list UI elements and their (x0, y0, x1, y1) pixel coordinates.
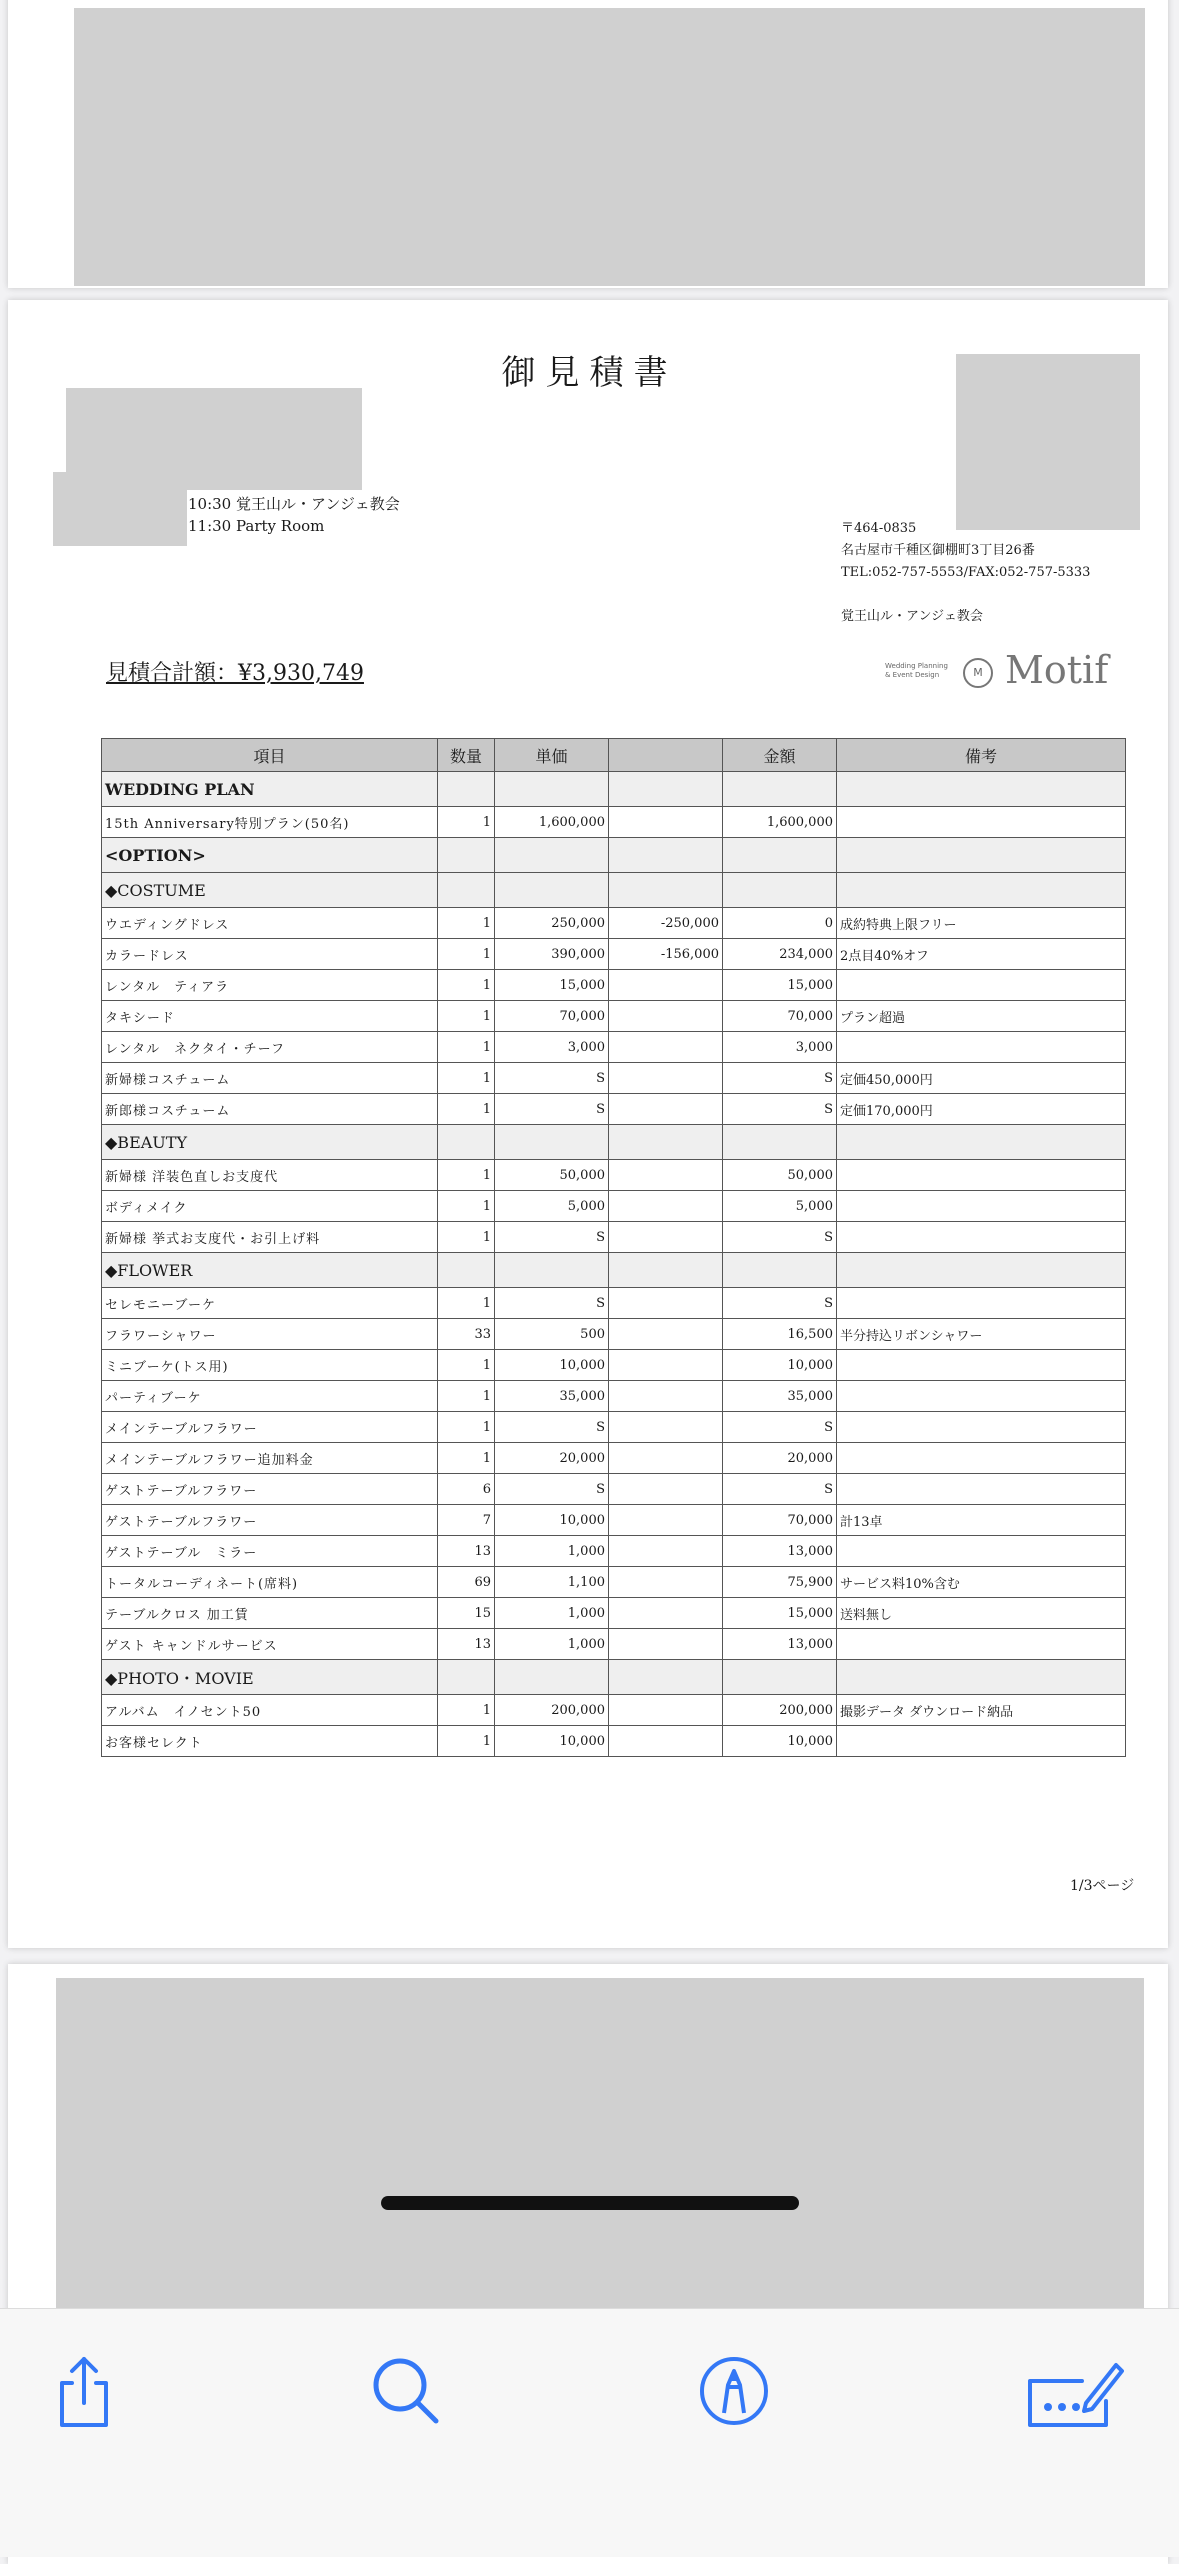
amount-cell: 10,000 (723, 1726, 837, 1757)
table-row (102, 1536, 1126, 1567)
table-row (102, 939, 1126, 970)
item-name-cell: ゲストテーブルフラワー (102, 1505, 438, 1536)
qty-cell: 1 (438, 939, 495, 970)
qty-cell: 1 (438, 1160, 495, 1191)
address-line: 名古屋市千種区御棚町3丁目26番 (841, 543, 1035, 558)
note-cell: 定価170,000円 (837, 1094, 1126, 1125)
amount-cell: 15,000 (723, 970, 837, 1001)
motif-logo (885, 650, 1120, 696)
amount-cell: 70,000 (723, 1001, 837, 1032)
amount-cell: 234,000 (723, 939, 837, 970)
address-line: 〒464-0835 (841, 521, 917, 536)
item-name-cell: セレモニーブーケ (102, 1288, 438, 1319)
item-name-cell: テーブルクロス 加工賃 (102, 1598, 438, 1629)
note-cell (837, 807, 1126, 838)
note-cell (837, 1032, 1126, 1063)
amount-cell: 1,600,000 (723, 807, 837, 838)
unit-price-cell: 3,000 (495, 1032, 609, 1063)
empty-cell (723, 772, 837, 807)
discount-cell (609, 1160, 723, 1191)
note-cell (837, 1381, 1126, 1412)
discount-cell (609, 1001, 723, 1032)
logo-wordmark: Motif (1005, 648, 1109, 692)
signature-icon (1024, 2351, 1124, 2431)
empty-cell (609, 1253, 723, 1288)
item-name-cell: アルバム イノセント50 (102, 1695, 438, 1726)
discount-cell (609, 1536, 723, 1567)
unit-price-cell: S (495, 1063, 609, 1094)
qty-cell: 1 (438, 1222, 495, 1253)
amount-cell: 35,000 (723, 1381, 837, 1412)
qty-cell: 1 (438, 1443, 495, 1474)
unit-price-cell: 1,000 (495, 1536, 609, 1567)
discount-cell (609, 1381, 723, 1412)
amount-cell: S (723, 1222, 837, 1253)
item-name-cell: ミニブーケ(トス用) (102, 1350, 438, 1381)
discount-cell (609, 1288, 723, 1319)
unit-price-cell: 20,000 (495, 1443, 609, 1474)
discount-cell: -250,000 (609, 908, 723, 939)
item-name-cell: 新婦様 挙式お支度代・お引上げ料 (102, 1222, 438, 1253)
unit-price-cell: 1,000 (495, 1598, 609, 1629)
amount-cell: 0 (723, 908, 837, 939)
note-cell: プラン超過 (837, 1001, 1126, 1032)
discount-cell: -156,000 (609, 939, 723, 970)
share-button[interactable] (44, 2351, 124, 2431)
note-cell (837, 1160, 1126, 1191)
amount-cell: 5,000 (723, 1191, 837, 1222)
table-row (102, 1505, 1126, 1536)
empty-cell (837, 772, 1126, 807)
empty-cell (495, 1660, 609, 1695)
note-cell (837, 1350, 1126, 1381)
note-cell (837, 1474, 1126, 1505)
empty-cell (495, 1253, 609, 1288)
table-row (102, 1191, 1126, 1222)
document-title: 御見積書 (501, 353, 678, 393)
empty-cell (609, 772, 723, 807)
unit-price-cell: 70,000 (495, 1001, 609, 1032)
table-row (102, 1474, 1126, 1505)
discount-cell (609, 1350, 723, 1381)
discount-cell (609, 1567, 723, 1598)
qty-cell: 15 (438, 1598, 495, 1629)
header-qty: 数量 (438, 739, 495, 772)
qty-cell: 33 (438, 1319, 495, 1350)
item-name-cell: メインテーブルフラワー (102, 1412, 438, 1443)
unit-price-cell: 10,000 (495, 1350, 609, 1381)
discount-cell (609, 1222, 723, 1253)
item-name-cell: ボディメイク (102, 1191, 438, 1222)
qty-cell: 7 (438, 1505, 495, 1536)
section-row (102, 873, 1126, 908)
note-cell (837, 1288, 1126, 1319)
discount-cell (609, 970, 723, 1001)
qty-cell: 1 (438, 1032, 495, 1063)
qty-cell: 13 (438, 1629, 495, 1660)
unit-price-cell: 50,000 (495, 1160, 609, 1191)
empty-cell (723, 873, 837, 908)
discount-cell (609, 1032, 723, 1063)
qty-cell: 1 (438, 1726, 495, 1757)
table-row (102, 1381, 1126, 1412)
header-unit-price: 単価 (495, 739, 609, 772)
address-line (841, 584, 1090, 606)
header-discount (609, 739, 723, 772)
section-label: <OPTION> (102, 838, 438, 873)
item-name-cell: カラードレス (102, 939, 438, 970)
discount-cell (609, 1412, 723, 1443)
amount-cell: S (723, 1474, 837, 1505)
empty-cell (438, 1253, 495, 1288)
item-name-cell: 新婦様コスチューム (102, 1063, 438, 1094)
home-indicator[interactable] (381, 2196, 799, 2210)
discount-cell (609, 1474, 723, 1505)
qty-cell: 6 (438, 1474, 495, 1505)
header-notes: 備考 (837, 739, 1126, 772)
unit-price-cell: S (495, 1412, 609, 1443)
address-line: TEL:052-757-5553/FAX:052-757-5333 (841, 565, 1091, 580)
qty-cell: 1 (438, 1063, 495, 1094)
section-label: ◆PHOTO・MOVIE (102, 1660, 438, 1695)
qty-cell: 1 (438, 970, 495, 1001)
discount-cell (609, 1443, 723, 1474)
page-number: 1/3ページ (1070, 1878, 1135, 1894)
note-cell: 撮影データ ダウンロード納品 (837, 1695, 1126, 1726)
qty-cell: 1 (438, 807, 495, 838)
address-line: 覚王山ル・アンジェ教会 (841, 609, 983, 624)
header-item: 項目 (102, 739, 438, 772)
item-name-cell: 15th Anniversary特別プラン(50名) (102, 807, 438, 838)
section-row (102, 1660, 1126, 1695)
unit-price-cell: 1,600,000 (495, 807, 609, 838)
table-row (102, 908, 1126, 939)
empty-cell (837, 873, 1126, 908)
amount-cell: 20,000 (723, 1443, 837, 1474)
table-row (102, 1726, 1126, 1757)
unit-price-cell: 500 (495, 1319, 609, 1350)
section-label: WEDDING PLAN (102, 772, 438, 807)
empty-cell (438, 1660, 495, 1695)
amount-cell: S (723, 1288, 837, 1319)
item-name-cell: レンタル ティアラ (102, 970, 438, 1001)
unit-price-cell: 35,000 (495, 1381, 609, 1412)
empty-cell (837, 1253, 1126, 1288)
item-name-cell: ゲスト キャンドルサービス (102, 1629, 438, 1660)
discount-cell (609, 1726, 723, 1757)
qty-cell: 1 (438, 1381, 495, 1412)
section-row (102, 1125, 1126, 1160)
qty-cell: 1 (438, 1094, 495, 1125)
table-row (102, 1094, 1126, 1125)
table-header-row (102, 739, 1126, 772)
unit-price-cell: 250,000 (495, 908, 609, 939)
amount-cell: 16,500 (723, 1319, 837, 1350)
item-name-cell: ウエディングドレス (102, 908, 438, 939)
discount-cell (609, 1319, 723, 1350)
amount-cell: 50,000 (723, 1160, 837, 1191)
table-row (102, 807, 1126, 838)
discount-cell (609, 1191, 723, 1222)
item-name-cell: フラワーシャワー (102, 1319, 438, 1350)
unit-price-cell: 15,000 (495, 970, 609, 1001)
empty-cell (495, 873, 609, 908)
table-row (102, 1567, 1126, 1598)
discount-cell (609, 1695, 723, 1726)
discount-cell (609, 1063, 723, 1094)
unit-price-cell: S (495, 1222, 609, 1253)
estimate-table (101, 738, 1126, 1757)
note-cell: サービス料10%含む (837, 1567, 1126, 1598)
item-name-cell: ゲストテーブルフラワー (102, 1474, 438, 1505)
empty-cell (837, 838, 1126, 873)
empty-cell (438, 772, 495, 807)
unit-price-cell: S (495, 1288, 609, 1319)
amount-cell: S (723, 1094, 837, 1125)
discount-cell (609, 1629, 723, 1660)
ceremony-line: 10:30 覚王山ル・アンジェ教会 (188, 495, 400, 513)
table-row (102, 1443, 1126, 1474)
item-name-cell: レンタル ネクタイ・チーフ (102, 1032, 438, 1063)
empty-cell (438, 838, 495, 873)
amount-cell: 75,900 (723, 1567, 837, 1598)
unit-price-cell: 1,100 (495, 1567, 609, 1598)
empty-cell (609, 1660, 723, 1695)
note-cell (837, 1222, 1126, 1253)
unit-price-cell: 10,000 (495, 1505, 609, 1536)
note-cell (837, 1629, 1126, 1660)
note-cell (837, 1191, 1126, 1222)
qty-cell: 69 (438, 1567, 495, 1598)
discount-cell (609, 1505, 723, 1536)
item-name-cell: 新婦様 洋装色直しお支度代 (102, 1160, 438, 1191)
section-label: ◆FLOWER (102, 1253, 438, 1288)
amount-cell: S (723, 1063, 837, 1094)
amount-cell: 3,000 (723, 1032, 837, 1063)
item-name-cell: トータルコーディネート(席料) (102, 1567, 438, 1598)
empty-cell (723, 1253, 837, 1288)
table-row (102, 1001, 1126, 1032)
section-row (102, 772, 1126, 807)
table-row (102, 1288, 1126, 1319)
empty-cell (723, 838, 837, 873)
empty-cell (723, 1125, 837, 1160)
note-cell: 定価450,000円 (837, 1063, 1126, 1094)
note-cell (837, 970, 1126, 1001)
logo-tagline: Wedding Planning & Event Design (885, 662, 948, 679)
table-row (102, 1032, 1126, 1063)
redacted-date (53, 472, 187, 546)
venue-address (841, 518, 1090, 628)
table-row (102, 1063, 1126, 1094)
empty-cell (438, 873, 495, 908)
table-row (102, 1319, 1126, 1350)
empty-cell (723, 1660, 837, 1695)
table-row (102, 1598, 1126, 1629)
search-icon (366, 2351, 446, 2431)
item-name-cell: タキシード (102, 1001, 438, 1032)
qty-cell: 1 (438, 1288, 495, 1319)
signature-button[interactable] (1024, 2351, 1124, 2431)
note-cell: 送料無し (837, 1598, 1126, 1629)
table-row (102, 1629, 1126, 1660)
table-row (102, 1222, 1126, 1253)
redacted-venue-image (956, 354, 1140, 530)
empty-cell (495, 838, 609, 873)
total-amount: 見積合計額：¥3,930,749 (106, 661, 364, 686)
item-name-cell: パーティブーケ (102, 1381, 438, 1412)
unit-price-cell: 390,000 (495, 939, 609, 970)
share-icon (44, 2351, 124, 2431)
section-row (102, 1253, 1126, 1288)
redacted-block-next-page (56, 1978, 1144, 2348)
discount-cell (609, 1094, 723, 1125)
note-cell: 半分持込リボンシャワー (837, 1319, 1126, 1350)
amount-cell: 10,000 (723, 1350, 837, 1381)
amount-cell: 200,000 (723, 1695, 837, 1726)
note-cell (837, 1412, 1126, 1443)
note-cell (837, 1536, 1126, 1567)
unit-price-cell: S (495, 1094, 609, 1125)
section-label: ◆COSTUME (102, 873, 438, 908)
item-name-cell: メインテーブルフラワー追加料金 (102, 1443, 438, 1474)
table-row (102, 1350, 1126, 1381)
unit-price-cell: 1,000 (495, 1629, 609, 1660)
empty-cell (495, 772, 609, 807)
amount-cell: 13,000 (723, 1536, 837, 1567)
markup-button[interactable] (694, 2351, 774, 2431)
empty-cell (438, 1125, 495, 1160)
section-label: ◆BEAUTY (102, 1125, 438, 1160)
unit-price-cell: S (495, 1474, 609, 1505)
section-row (102, 838, 1126, 873)
amount-cell: 13,000 (723, 1629, 837, 1660)
bottom-toolbar (0, 2308, 1179, 2557)
item-name-cell: ゲストテーブル ミラー (102, 1536, 438, 1567)
amount-cell: S (723, 1412, 837, 1443)
empty-cell (495, 1125, 609, 1160)
note-cell (837, 1443, 1126, 1474)
redacted-block-previous-page (74, 8, 1145, 286)
empty-cell (609, 873, 723, 908)
qty-cell: 13 (438, 1536, 495, 1567)
note-cell: 2点目40%オフ (837, 939, 1126, 970)
discount-cell (609, 807, 723, 838)
empty-cell (837, 1125, 1126, 1160)
table-body (102, 772, 1126, 1757)
qty-cell: 1 (438, 1001, 495, 1032)
qty-cell: 1 (438, 1695, 495, 1726)
note-cell (837, 1726, 1126, 1757)
qty-cell: 1 (438, 1412, 495, 1443)
header-amount: 金額 (723, 739, 837, 772)
note-cell: 計13卓 (837, 1505, 1126, 1536)
amount-cell: 70,000 (723, 1505, 837, 1536)
empty-cell (837, 1660, 1126, 1695)
empty-cell (609, 1125, 723, 1160)
empty-cell (609, 838, 723, 873)
party-line: 11:30 Party Room (188, 517, 325, 535)
discount-cell (609, 1598, 723, 1629)
amount-cell: 15,000 (723, 1598, 837, 1629)
table-row (102, 1695, 1126, 1726)
table-row (102, 970, 1126, 1001)
note-cell: 成約特典上限フリー (837, 908, 1126, 939)
qty-cell: 1 (438, 1191, 495, 1222)
unit-price-cell: 5,000 (495, 1191, 609, 1222)
unit-price-cell: 10,000 (495, 1726, 609, 1757)
qty-cell: 1 (438, 908, 495, 939)
markup-icon (694, 2351, 774, 2431)
item-name-cell: お客様セレクト (102, 1726, 438, 1757)
unit-price-cell: 200,000 (495, 1695, 609, 1726)
table-row (102, 1160, 1126, 1191)
logo-monogram: M (963, 658, 993, 688)
item-name-cell: 新郎様コスチューム (102, 1094, 438, 1125)
search-button[interactable] (366, 2351, 446, 2431)
qty-cell: 1 (438, 1350, 495, 1381)
table-row (102, 1412, 1126, 1443)
